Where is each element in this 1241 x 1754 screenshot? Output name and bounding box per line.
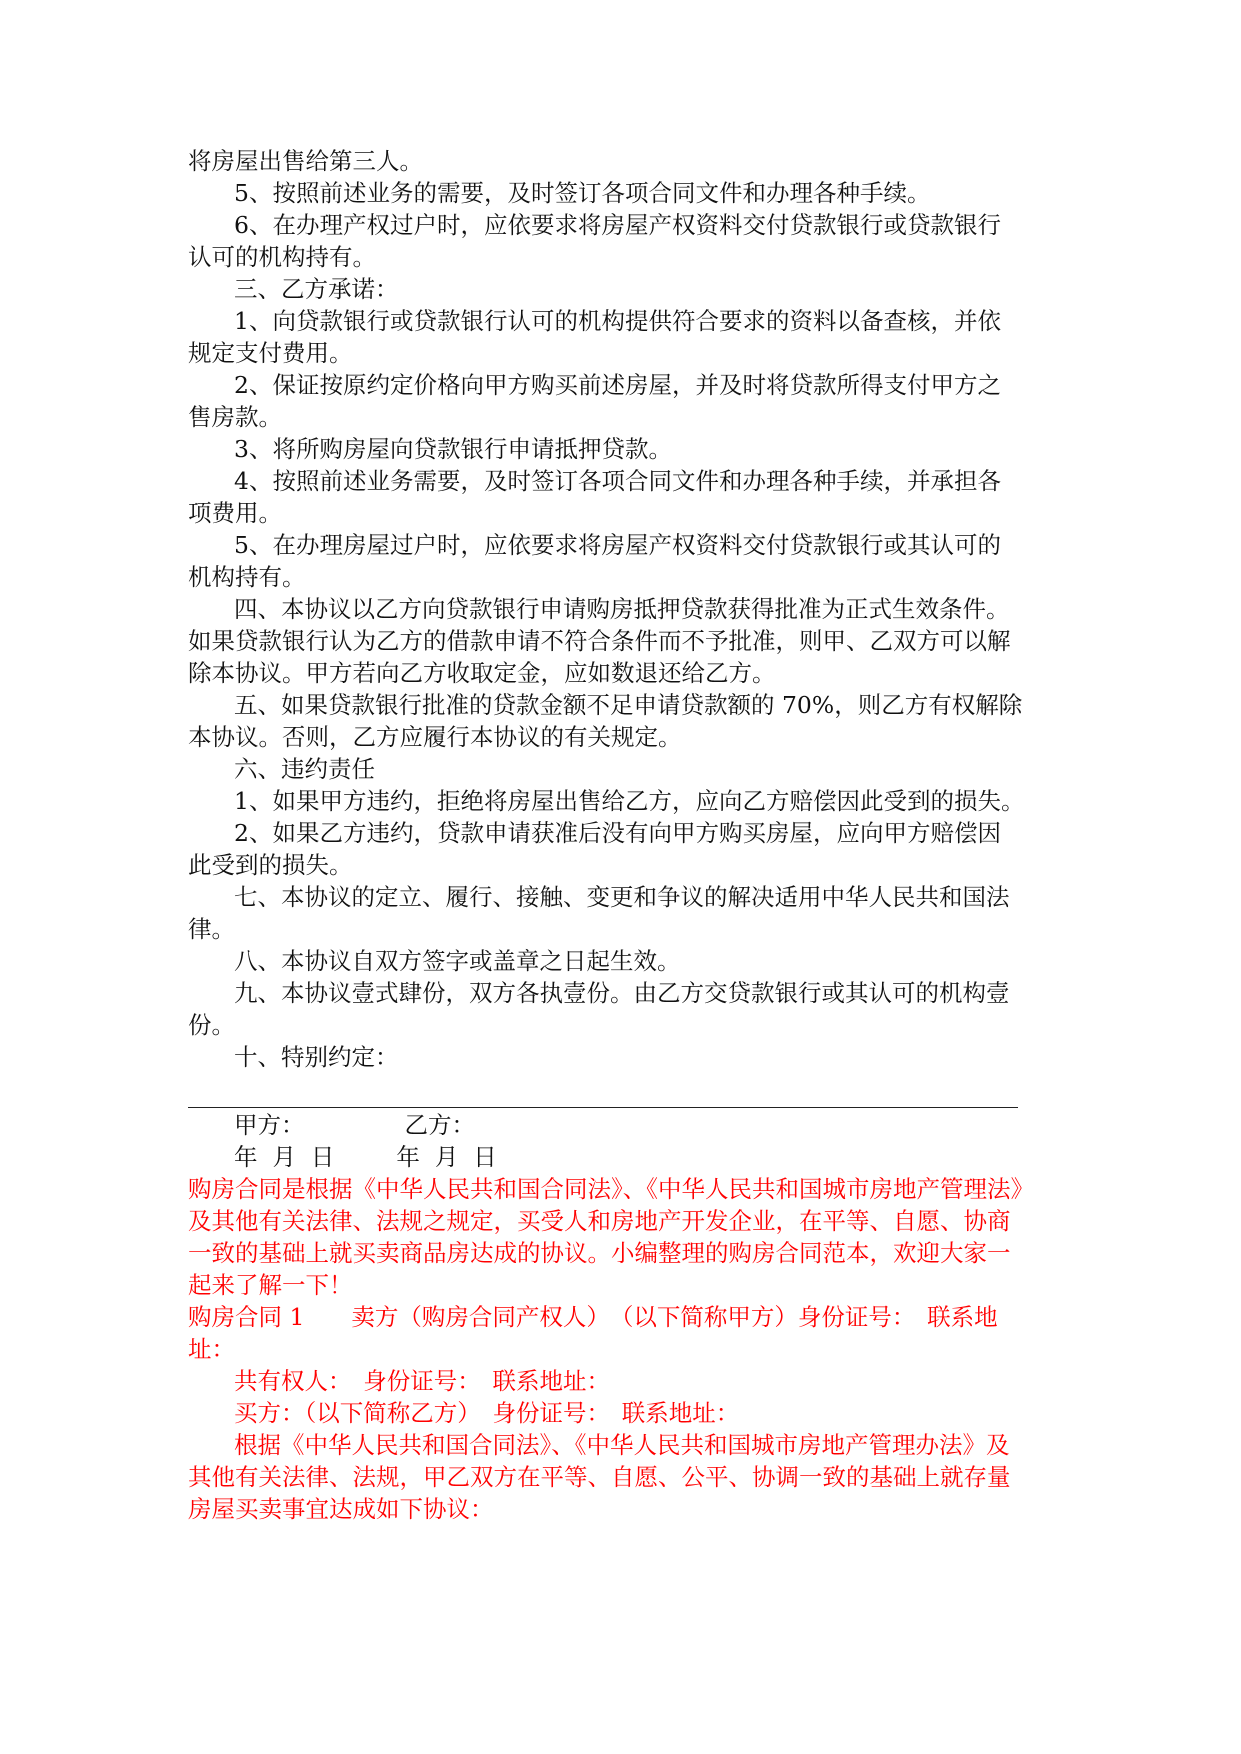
document-page	[188, 145, 1056, 1525]
intro-line: 购房合同是根据《中华人民共和国合同法》、《中华人民共和国城市房地产管理法》	[188, 1175, 1034, 1203]
body-line: 5、在办理房屋过户时，应依要求将房屋产权资料交付贷款银行或其认可的	[234, 531, 1001, 559]
section-heading: 四、本协议以乙方向贷款银行申请购房抵押贷款获得批准为正式生效条件。	[234, 595, 1010, 623]
party-b-date: 年 月 日	[396, 1143, 497, 1171]
body-line: 1、如果甲方违约，拒绝将房屋出售给乙方，应向乙方赔偿因此受到的损失。	[234, 787, 1025, 815]
signature-row	[188, 1109, 1056, 1141]
preamble-line: 其他有关法律、法规，甲乙双方在平等、自愿、公平、协调一致的基础上就存量	[188, 1463, 1011, 1491]
buyer-line: 买方：（以下简称乙方） 身份证号： 联系地址：	[234, 1399, 740, 1427]
section-heading: 六、违约责任	[234, 755, 375, 783]
section-heading: 八、本协议自双方签字或盖章之日起生效。	[234, 947, 681, 975]
party-a-label: 甲方：	[234, 1111, 305, 1139]
body-line: 认可的机构持有。	[188, 243, 376, 271]
body-line: 机构持有。	[188, 563, 306, 591]
body-line: 规定支付费用。	[188, 339, 353, 367]
section-heading: 九、本协议壹式肆份，双方各执壹份。由乙方交贷款银行或其认可的机构壹	[234, 979, 1010, 1007]
body-line: 6、在办理产权过户时，应依要求将房屋产权资料交付贷款银行或贷款银行	[234, 211, 1001, 239]
body-line: 5、按照前述业务的需要，及时签订各项合同文件和办理各种手续。	[234, 179, 931, 207]
contract-header-line: 址：	[188, 1335, 235, 1363]
party-a-date: 年 月 日	[234, 1143, 335, 1171]
body-line: 将房屋出售给第三人。	[188, 147, 423, 175]
body-line: 3、将所购房屋向贷款银行申请抵押贷款。	[234, 435, 672, 463]
section-heading: 五、如果贷款银行批准的贷款金额不足申请贷款额的 70%，则乙方有权解除	[234, 691, 1023, 719]
body-line: 项费用。	[188, 499, 282, 527]
intro-line: 及其他有关法律、法规之规定，买受人和房地产开发企业，在平等、自愿、协商	[188, 1207, 1011, 1235]
body-line: 售房款。	[188, 403, 282, 431]
section-heading: 七、本协议的定立、履行、接触、变更和争议的解决适用中华人民共和国法	[234, 883, 1010, 911]
body-line: 律。	[188, 915, 235, 943]
party-b-label: 乙方：	[404, 1111, 475, 1139]
body-line: 4、按照前述业务需要，及时签订各项合同文件和办理各种手续，并承担各	[234, 467, 1001, 495]
preamble-line: 房屋买卖事宜达成如下协议：	[188, 1495, 494, 1523]
section-heading: 三、乙方承诺：	[234, 275, 399, 303]
intro-line: 起来了解一下！	[188, 1271, 353, 1299]
body-line: 份。	[188, 1011, 235, 1039]
body-line: 如果贷款银行认为乙方的借款申请不符合条件而不予批准，则甲、乙双方可以解	[188, 627, 1011, 655]
contract-header-line: 购房合同 1 卖方（购房合同产权人） （以下简称甲方）身份证号： 联系地	[188, 1303, 998, 1331]
body-line: 此受到的损失。	[188, 851, 353, 879]
body-line: 本协议。否则，乙方应履行本协议的有关规定。	[188, 723, 682, 751]
body-line: 除本协议。甲方若向乙方收取定金，应如数退还给乙方。	[188, 659, 776, 687]
body-line: 1、向贷款银行或贷款银行认可的机构提供符合要求的资料以备查核，并依	[234, 307, 1001, 335]
section-heading: 十、特别约定：	[234, 1043, 399, 1071]
date-row	[188, 1141, 1056, 1173]
intro-line: 一致的基础上就买卖商品房达成的协议。小编整理的购房合同范本，欢迎大家一	[188, 1239, 1011, 1267]
co-owner-line: 共有权人： 身份证号： 联系地址：	[234, 1367, 610, 1395]
preamble-line: 根据《中华人民共和国合同法》、《中华人民共和国城市房地产管理办法》及	[234, 1431, 1010, 1459]
body-line: 2、保证按原约定价格向甲方购买前述房屋，并及时将贷款所得支付甲方之	[234, 371, 1001, 399]
body-line: 2、如果乙方违约，贷款申请获准后没有向甲方购买房屋，应向甲方赔偿因	[234, 819, 1001, 847]
